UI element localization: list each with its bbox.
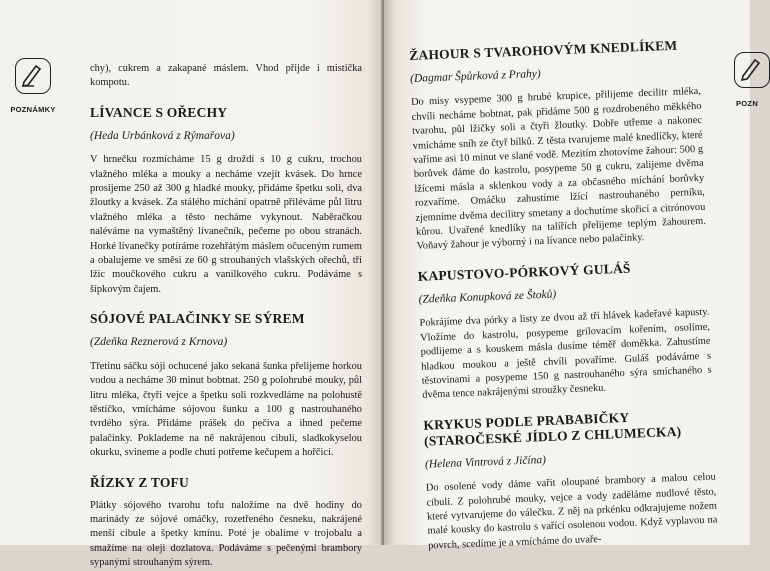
left-text-column xyxy=(90,62,362,571)
recipe-text: Pokrájíme dva pórky a listy ze dvou až tří hlávek kadeřavé kapusty. Vložíme do kastrolu, posypeme grilovacím kořením, osolíme, podlijeme a s kouskem másla dusíme téměř doměkka. Zahustíme hladkou moukou a ještě chvíli povaříme. Guláš podáváme s těstovinami a posypeme 150 g nastrouhaného sýra smíchaného s dvěma tence nakrájenými stroužky česneku. xyxy=(419,306,712,402)
recipe-section xyxy=(423,406,718,553)
recipe-author: (Zdeňka Reznerová z Krnova) xyxy=(90,336,228,349)
recipe-text: Plátky sójového tvarohu tofu naložíme na dvě hodiny do marinády ze sójové omáčky, rozetřeného česneku, nakrájené menší cibule a špetky kmínu. Poté je obalíme v trojobalu a smažíme na oleji dozlatova. Podáváme s pečenými brambory sypanými strouhaným sýrem. xyxy=(90,499,362,569)
recipe-text: Do osolené vody dáme vařit oloupané brambory a malou celou cibuli. Z polohrubé mouky, vejce a vody zaděláme nudlové těsto, které vytvarujeme do válečku. Z něj na prkénku odkrajujeme nožem malé kousky do kastrolu s vařící osolenou vodou. Když vyplavou na povrch, scedíme je a vmícháme do uvaře- xyxy=(425,471,718,552)
recipe-section xyxy=(417,258,712,404)
recipe-section xyxy=(90,105,362,297)
recipe-section xyxy=(409,37,707,255)
recipe-author: (Helena Vintrová z Jičína) xyxy=(424,453,547,471)
right-text-column xyxy=(409,37,718,554)
notes-label: POZNÁMKY xyxy=(10,105,56,114)
pencil-note-icon xyxy=(734,52,770,88)
right-page xyxy=(384,0,759,552)
recipe-title: KRYKUS PODLE PRABABIČKY (STAROČESKÉ JÍDLO Z CHLUMECKA) xyxy=(423,409,682,449)
notes-label: POZN xyxy=(736,99,759,108)
recipe-section xyxy=(90,475,362,571)
recipe-text: Třetinu sáčku sóji ochucené jako sekaná šunka přelijeme horkou vodou a necháme 30 minut bobtnat. 250 g polohrubé mouky, půl litru mléka, čtyři vejce a špetku soli rozkvedláme na polohustě těstíčko, vmícháme sójovou šunku a 100 g nastrouhaného tvrdého sýra. Přidáme prášek do pečiva a ihned pečeme palačinky. Poklademe na ně nakrájenou cibuli, sladkokyselou okurku, svineme a podle chuti potřeme kečupem a hořčicí. xyxy=(90,360,362,459)
recipe-author: (Dagmar Špůrková z Prahy) xyxy=(409,67,541,85)
pencil-note-icon xyxy=(15,58,51,94)
notes-margin xyxy=(0,58,60,114)
recipe-title: KAPUSTOVO-PÓRKOVÝ GULÁŠ xyxy=(417,260,631,284)
recipe-author: (Heda Urbánková z Rýmařova) xyxy=(90,129,235,142)
recipe-text: Do misy vsypeme 300 g hrubé krupice, přilijeme decilitr mléka, chvíli necháme bobtnat, pak přidáme 500 g rozdrobeného měkkého tvarohu, půl lžičky soli a čtyři žloutky. Dobře utřeme a nakonec vmícháme sníh ze čtyř bílků. Z těsta tvarujeme malé knedlíčky, které vaříme asi 10 minut ve slané vodě. Mezitím zhotovíme žahour: 500 g borůvek dáme do kastrolu, posypeme 50 g cukru, zalijeme dvěma lžícemi másla a sklenkou vody a za občasného míchání borůvky rozvaříme. Omáčku zahustíme lžící nastrouhaného perníku, zjemníme dvěma decilitry smetany a dochutíme skořicí a citrónovou kůrou. Uvařené knedlíky na talířích přelijeme teplým žahourem. Voňavý žahour je výborný i na lívance nebo palačinky. xyxy=(410,86,707,253)
recipe-text: V hrnečku rozmícháme 15 g droždí s 10 g cukru, trochou vlažného mléka a mouky a necháme vzejít kvásek. Do hrnce prosijeme 250 až 300 g hladké mouky, přidáme špetku soli, dva žloutky a kvásek. Za stálého míchání opatrně přiléváme půl litru vlažného mléka a těsto necháme vykynout. Naběračkou naléváme na vymaštěný lívanečník, pečeme po obou stranách. Horké lívanečky potíráme rozehřátým máslem očuceným rumem a obalujeme ve směsi ze 60 g strouhaných vlašských ořechů, tří lžic moučkového cukru a vanilkového cukru. Podáváme s šípkovým čajem. xyxy=(90,154,362,295)
recipe-title: LÍVANCE S OŘECHY xyxy=(90,104,228,120)
recipe-title: ŘÍZKY Z TOFU xyxy=(90,474,189,490)
recipe-title: ŽAHOUR S TVAROHOVÝM KNEDLÍKEM xyxy=(409,37,678,63)
recipe-author: (Zdeňka Konupková ze Štoků) xyxy=(418,288,557,306)
recipe-section xyxy=(90,311,362,460)
left-page xyxy=(0,0,384,569)
intro-text: chy), cukrem a zakapané máslem. Vhod přijde i mistička kompotu. xyxy=(90,63,362,89)
right-text-rotated xyxy=(409,37,718,554)
notes-margin-right xyxy=(728,52,759,108)
recipe-title: SÓJOVÉ PALAČINKY SE SÝREM xyxy=(90,311,305,327)
